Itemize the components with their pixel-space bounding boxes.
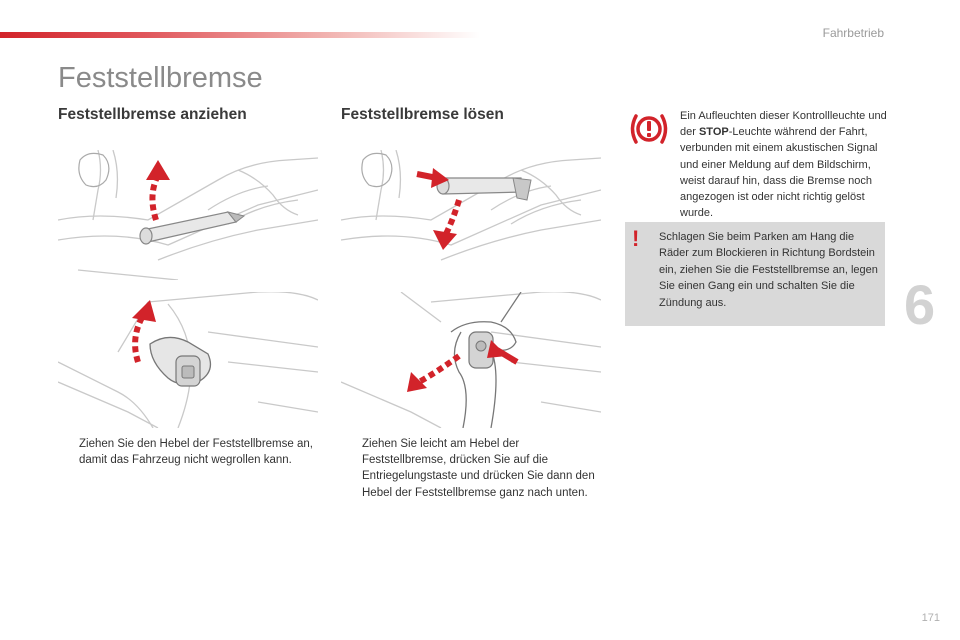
- stop-label: STOP: [698, 126, 729, 139]
- apply-lever-side-illustration: [58, 292, 318, 428]
- chapter-number: 6: [904, 273, 936, 336]
- release-heading: Feststellbremse lösen: [341, 106, 504, 123]
- page-number: 171: [921, 612, 940, 624]
- release-lever-illustration: [341, 150, 601, 280]
- brake-warning-icon: [628, 112, 670, 151]
- apply-heading: Feststellbremse anziehen: [58, 106, 247, 123]
- section-label: Fahrbetrieb: [822, 26, 884, 40]
- warning-text-before: Ein Aufleuchten dieser Kontrollleuchte und der: [680, 110, 887, 139]
- apply-lever-illustration: [58, 150, 318, 280]
- note-text: Schlagen Sie beim Parken am Hang die Räder zum Blockieren in Richtung Bordstein ein, ziehen Sie die Feststellbremse an, legen Sie einen Gang ein und schalten Sie die Zündung aus.: [659, 231, 878, 309]
- page-title: Feststellbremse: [58, 62, 263, 94]
- warning-text-after: -Leuchte während der Fahrt, verbunden mit einem akustischen Signal und einer Meldung auf dem Bildschirm, weist darauf hin, dass die Bremse noch angezogen ist oder nicht richtig gelöst wurde.: [680, 126, 878, 220]
- apply-instruction-text: Ziehen Sie den Hebel der Feststellbremse an, damit das Fahrzeug nicht wegrollen kann.: [79, 438, 313, 467]
- release-instruction: [341, 436, 599, 501]
- warning-text: [680, 108, 890, 221]
- release-instruction-text: Ziehen Sie leicht am Hebel der Feststellbremse, drücken Sie auf die Entriegelungstaste und drücken Sie dann den Hebel der Feststellbremse ganz nach unten.: [362, 438, 595, 499]
- apply-instruction: [58, 436, 320, 468]
- exclamation-icon: !: [632, 226, 640, 251]
- release-lever-side-illustration: [341, 292, 601, 428]
- header-accent-bar: [0, 32, 480, 38]
